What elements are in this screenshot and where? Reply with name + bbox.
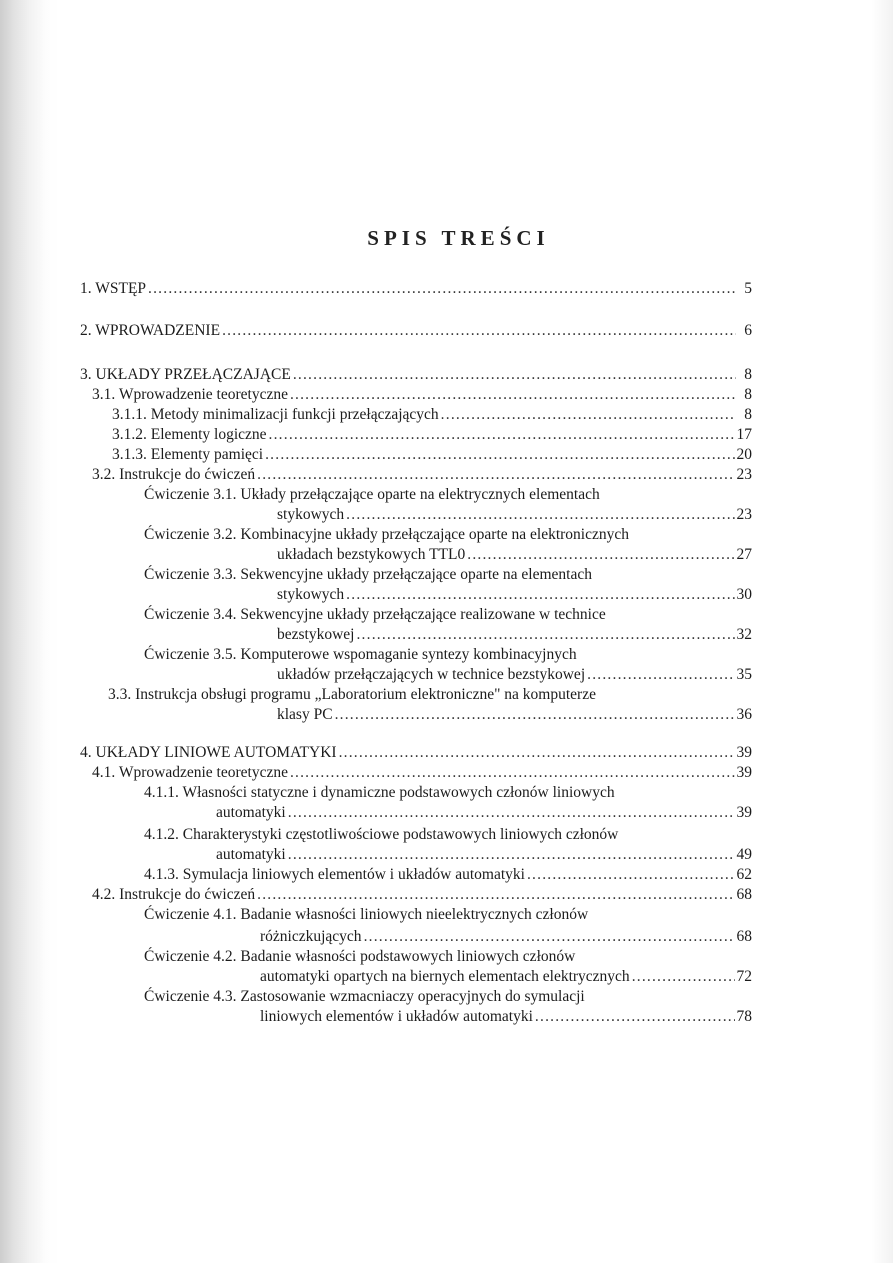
toc-entry-title: różniczkujących (260, 928, 362, 945)
toc-page-number: 35 (736, 666, 752, 683)
toc-leader-dots (148, 280, 736, 298)
toc-leader-dots (288, 846, 735, 864)
toc-entry-title: 3.1.3. Elementy pamięci (112, 446, 264, 463)
toc-leader-dots (265, 446, 734, 464)
toc-leader-dots (257, 466, 734, 484)
toc-entry-first-line: 4.1.1. Własności statyczne i dynamiczne podstawowych członów liniowych (144, 784, 615, 801)
toc-entry (80, 280, 752, 298)
toc-page-number: 23 (736, 506, 752, 523)
toc-leader-dots (290, 764, 735, 782)
toc-leader-dots (339, 744, 735, 762)
toc-entry-title: układów przełączających w technice bezstykowej (277, 666, 586, 683)
toc-entry-first-line: 3.3. Instrukcja obsługi programu „Laboratorium elektroniczne" na komputerze (108, 686, 596, 703)
toc-leader-dots (364, 928, 735, 946)
toc-entry-title: bezstykowej (277, 626, 355, 643)
toc-entry-title: 4.1.3. Symulacja liniowych elementów i układów automatyki (144, 866, 525, 883)
toc-page-number: 5 (744, 280, 752, 297)
toc-leader-dots (290, 386, 736, 404)
toc-entry (112, 406, 752, 424)
toc-entry (92, 764, 752, 782)
toc-entry (277, 666, 752, 684)
toc-entry-title: 4. UKŁADY LINIOWE AUTOMATYKI (80, 744, 337, 761)
toc-entry-first-line: Ćwiczenie 3.4. Sekwencyjne układy przełączające realizowane w technice (144, 606, 606, 623)
toc-leader-dots (356, 626, 734, 644)
toc-entry-title: liniowych elementów i układów automatyki (260, 1008, 533, 1025)
toc-entry-title: 3.1.1. Metody minimalizacji funkcji przełączających (112, 406, 439, 423)
toc-entry-title: automatyki (216, 804, 286, 821)
toc-entry (92, 886, 752, 904)
toc-leader-dots (335, 706, 735, 724)
toc-entry-title: klasy PC (277, 706, 333, 723)
toc-leader-dots (257, 886, 734, 904)
toc-leader-dots (441, 406, 736, 424)
toc-page-number: 8 (744, 406, 752, 423)
toc-page-number: 8 (744, 386, 752, 403)
toc-page-number: 39 (736, 764, 752, 781)
toc-leader-dots (346, 506, 734, 524)
toc-leader-dots (293, 366, 736, 384)
toc-entry-first-line: Ćwiczenie 4.2. Badanie własności podstawowych liniowych członów (144, 948, 576, 965)
toc-entry-title: 4.2. Instrukcje do ćwiczeń (92, 886, 256, 903)
toc-entry (216, 846, 752, 864)
toc-entry (92, 466, 752, 484)
toc-entry (277, 706, 752, 724)
toc-entry (80, 744, 752, 762)
toc-entry (80, 366, 752, 384)
toc-leader-dots (527, 866, 735, 884)
toc-entry (112, 426, 752, 444)
toc-entry (260, 968, 752, 986)
toc-entry (112, 446, 752, 464)
toc-leader-dots (346, 586, 734, 604)
toc-page-number: 23 (736, 466, 752, 483)
toc-entry-title: 2. WPROWADZENIE (80, 322, 221, 339)
toc-entry-first-line: Ćwiczenie 3.1. Układy przełączające oparte na elektrycznych elementach (144, 486, 600, 503)
toc-page-number: 32 (736, 626, 752, 643)
toc-entry-title: 3. UKŁADY PRZEŁĄCZAJĄCE (80, 366, 291, 383)
toc-entry-title: automatyki opartych na biernych elementach elektrycznych (260, 968, 630, 985)
toc-page-number: 6 (744, 322, 752, 339)
toc-entry (277, 626, 752, 644)
toc-page-number: 68 (736, 886, 752, 903)
toc-leader-dots (587, 666, 734, 684)
toc-entry-title: stykowych (277, 586, 345, 603)
toc-entry-title: 3.2. Instrukcje do ćwiczeń (92, 466, 256, 483)
toc-leader-dots (467, 546, 734, 564)
toc-entry (260, 928, 752, 946)
toc-entry (216, 804, 752, 822)
toc-entry (277, 586, 752, 604)
toc-entry (144, 866, 752, 884)
toc-page-number: 20 (736, 446, 752, 463)
toc-page-number: 17 (736, 426, 752, 443)
toc-entry-title: stykowych (277, 506, 345, 523)
toc-entry (277, 546, 752, 564)
toc-leader-dots (222, 322, 736, 340)
toc-leader-dots (288, 804, 735, 822)
toc-entry-title: układach bezstykowych TTL0 (277, 546, 466, 563)
toc-entry (92, 386, 752, 404)
toc-page-number: 49 (736, 846, 752, 863)
toc-page-number: 8 (744, 366, 752, 383)
toc-leader-dots (632, 968, 735, 986)
toc-page-number: 36 (736, 706, 752, 723)
toc-entry-first-line: Ćwiczenie 3.3. Sekwencyjne układy przełączające oparte na elementach (144, 566, 592, 583)
toc-page-number: 39 (736, 804, 752, 821)
toc-entry (277, 506, 752, 524)
toc-page-number: 78 (736, 1008, 752, 1025)
toc-entry-title: 3.1.2. Elementy logiczne (112, 426, 267, 443)
toc-page-number: 39 (736, 744, 752, 761)
toc-entry-first-line: Ćwiczenie 3.2. Kombinacyjne układy przełączające oparte na elektronicznych (144, 526, 630, 543)
toc-entry (260, 1008, 752, 1026)
toc-page-number: 62 (736, 866, 752, 883)
toc-leader-dots (535, 1008, 735, 1026)
toc-page-number: 27 (736, 546, 752, 563)
toc-leader-dots (269, 426, 735, 444)
toc-entry-first-line: Ćwiczenie 3.5. Komputerowe wspomaganie syntezy kombinacyjnych (144, 646, 577, 663)
toc-entry-title: 3.1. Wprowadzenie teoretyczne (92, 386, 288, 403)
toc-page-number: 72 (736, 968, 752, 985)
toc-entry-first-line: 4.1.2. Charakterystyki częstotliwościowe podstawowych liniowych członów (144, 826, 619, 843)
toc-entry-title: automatyki (216, 846, 286, 863)
toc-page-number: 30 (736, 586, 752, 603)
toc-entry-title: 4.1. Wprowadzenie teoretyczne (92, 764, 288, 781)
page-title: SPIS TREŚCI (367, 226, 550, 250)
toc-entry-first-line: Ćwiczenie 4.3. Zastosowanie wzmacniaczy operacyjnych do symulacji (144, 988, 585, 1005)
toc-page-number: 68 (736, 928, 752, 945)
toc-entry-first-line: Ćwiczenie 4.1. Badanie własności liniowych nieelektrycznych członów (144, 906, 589, 923)
toc-entry-title: 1. WSTĘP (80, 280, 147, 297)
toc-entry (80, 322, 752, 340)
